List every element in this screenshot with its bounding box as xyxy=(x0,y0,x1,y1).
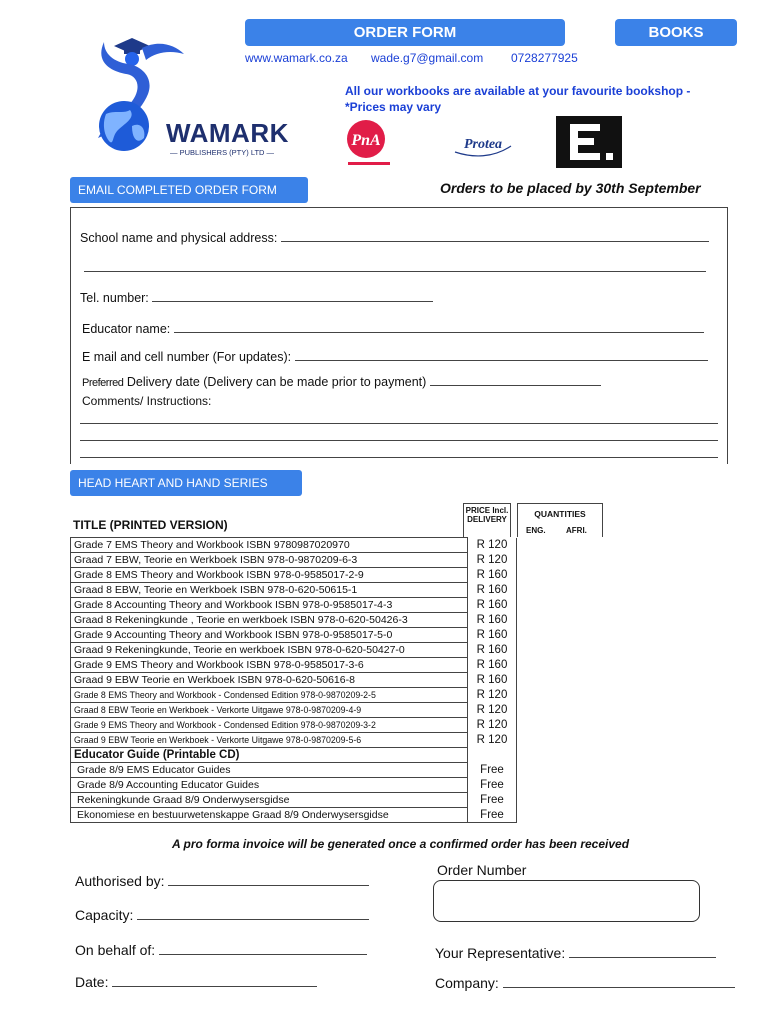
delivery-blank[interactable] xyxy=(430,384,601,386)
guide-price: Free xyxy=(468,793,517,808)
guide-title: Ekonomiese en bestuurwetenskappe Graad 8/9 Onderwysersgidse xyxy=(71,808,468,823)
book-title: Grade 9 EMS Theory and Workbook ISBN 978-0-9585017-3-6 xyxy=(71,658,468,673)
book-price: R 120 xyxy=(468,703,517,718)
table-row xyxy=(71,568,517,583)
book-price: R 160 xyxy=(468,628,517,643)
order-number-box[interactable] xyxy=(433,880,700,922)
table-row xyxy=(71,748,517,763)
school-label: School name and physical address: xyxy=(80,231,278,245)
capacity-blank[interactable] xyxy=(137,918,369,920)
book-title: Grade 7 EMS Theory and Workbook ISBN 9780987020970 xyxy=(71,538,468,553)
book-title: Graad 9 EBW Teorie en Werkboek - Verkorte Uitgawe 978-0-9870209-5-6 xyxy=(71,733,468,748)
representative-label: Your Representative: xyxy=(435,945,566,961)
table-row xyxy=(71,538,517,553)
educator-blank[interactable] xyxy=(174,331,704,333)
authorised-blank[interactable] xyxy=(168,884,369,886)
book-price: R 160 xyxy=(468,568,517,583)
brand-name: WAMARK xyxy=(166,118,289,148)
table-row xyxy=(71,793,517,808)
capacity-label: Capacity: xyxy=(75,907,134,923)
book-price: R 120 xyxy=(468,733,517,748)
representative-field[interactable] xyxy=(435,945,716,961)
title-column-header: TITLE (PRINTED VERSION) xyxy=(73,518,228,532)
guide-title: Grade 8/9 EMS Educator Guides xyxy=(71,763,468,778)
book-title: Graad 9 EBW Teorie en Werkboek ISBN 978-0-620-50616-8 xyxy=(71,673,468,688)
representative-blank[interactable] xyxy=(569,956,716,958)
quantities-header-box xyxy=(517,503,603,537)
school-field[interactable] xyxy=(80,231,709,245)
invoice-note: A pro forma invoice will be generated once a confirmed order has been received xyxy=(172,837,630,851)
delivery-field[interactable] xyxy=(82,375,601,389)
table-row xyxy=(71,628,517,643)
guide-title: Grade 8/9 Accounting Educator Guides xyxy=(71,778,468,793)
price-column-header: PRICE Incl. DELIVERY xyxy=(465,506,509,524)
delivery-prefix: Preferred xyxy=(82,377,124,389)
eng-header: ENG. xyxy=(526,526,546,535)
email-cell-blank[interactable] xyxy=(295,359,708,361)
authorised-field[interactable] xyxy=(75,873,369,889)
website-link[interactable]: www.wamark.co.za xyxy=(245,51,348,65)
address-line[interactable] xyxy=(84,271,706,272)
guide-title: Rekeningkunde Graad 8/9 Onderwysersgidse xyxy=(71,793,468,808)
table-row xyxy=(71,553,517,568)
order-form-banner: ORDER FORM xyxy=(245,19,565,46)
book-price: R 160 xyxy=(468,613,517,628)
tel-field[interactable] xyxy=(80,291,433,305)
book-price: R 160 xyxy=(468,658,517,673)
book-title: Grade 8 Accounting Theory and Workbook ISBN 978-0-9585017-4-3 xyxy=(71,598,468,613)
order-deadline: Orders to be placed by 30th September xyxy=(440,180,701,196)
school-blank[interactable] xyxy=(281,240,709,242)
table-row xyxy=(71,613,517,628)
table-row xyxy=(71,583,517,598)
behalf-field[interactable] xyxy=(75,942,367,958)
comments-label: Comments/ Instructions: xyxy=(82,394,212,408)
table-row xyxy=(71,703,517,718)
tel-blank[interactable] xyxy=(152,300,433,302)
brand-subtitle: — PUBLISHERS (PTY) LTD — xyxy=(170,148,275,157)
book-price: R 160 xyxy=(468,643,517,658)
svg-text:Protea: Protea xyxy=(463,137,503,152)
email-order-tab: EMAIL COMPLETED ORDER FORM xyxy=(70,177,308,203)
prices-note: *Prices may vary xyxy=(345,100,442,114)
capacity-field[interactable] xyxy=(75,907,369,923)
book-title: Graad 8 EBW, Teorie en Werkboek ISBN 978-0-620-50615-1 xyxy=(71,583,468,598)
book-title: Grade 9 EMS Theory and Workbook - Condensed Edition 978-0-9870209-3-2 xyxy=(71,718,468,733)
email-link[interactable]: wade.g7@gmail.com xyxy=(371,51,484,65)
guide-price: Free xyxy=(468,778,517,793)
protea-logo xyxy=(453,128,513,160)
book-price: R 160 xyxy=(468,673,517,688)
behalf-blank[interactable] xyxy=(159,953,367,955)
guide-price: Free xyxy=(468,808,517,823)
company-blank[interactable] xyxy=(503,986,735,988)
table-row xyxy=(71,763,517,778)
books-banner: BOOKS xyxy=(615,19,737,46)
book-price: R 120 xyxy=(468,538,517,553)
svg-text:PnA: PnA xyxy=(351,132,381,149)
table-row xyxy=(71,808,517,823)
quantities-header: QUANTITIES xyxy=(534,509,586,519)
comments-line-3[interactable] xyxy=(80,457,718,458)
date-blank[interactable] xyxy=(112,985,317,987)
phone-number: 0728277925 xyxy=(511,51,578,65)
book-title: Graad 8 Rekeningkunde , Teorie en werkboek ISBN 978-0-620-50426-3 xyxy=(71,613,468,628)
table-row xyxy=(71,643,517,658)
company-field[interactable] xyxy=(435,975,735,991)
behalf-label: On behalf of: xyxy=(75,942,156,958)
table-row xyxy=(71,673,517,688)
educator-label: Educator name: xyxy=(82,322,171,336)
book-title: Grade 8 EMS Theory and Workbook ISBN 978-0-9585017-2-9 xyxy=(71,568,468,583)
book-title: Graad 9 Rekeningkunde, Teorie en werkboek ISBN 978-0-620-50427-0 xyxy=(71,643,468,658)
table-row xyxy=(71,688,517,703)
book-price: R 120 xyxy=(468,718,517,733)
email-cell-field[interactable] xyxy=(82,350,708,364)
book-price: R 160 xyxy=(468,598,517,613)
book-price: R 160 xyxy=(468,583,517,598)
comments-line-2[interactable] xyxy=(80,440,718,441)
series-tab: HEAD HEART AND HAND SERIES xyxy=(70,470,302,496)
delivery-label: Delivery date (Delivery can be made prior to payment) xyxy=(126,375,427,389)
book-title: Grade 9 Accounting Theory and Workbook ISBN 978-0-9585017-5-0 xyxy=(71,628,468,643)
email-cell-label: E mail and cell number (For updates): xyxy=(82,350,292,364)
book-title: Graad 7 EBW, Teorie en Werkboek ISBN 978-0-9870209-6-3 xyxy=(71,553,468,568)
afri-header: AFRI. xyxy=(566,526,587,535)
book-price: R 120 xyxy=(468,688,517,703)
guide-price: Free xyxy=(468,763,517,778)
order-number-label: Order Number xyxy=(437,862,527,878)
book-title: Graad 8 EBW Teorie en Werkboek - Verkorte Uitgawe 978-0-9870209-4-9 xyxy=(71,703,468,718)
price-header-box xyxy=(463,503,511,537)
authorised-label: Authorised by: xyxy=(75,873,165,889)
tel-label: Tel. number: xyxy=(80,291,149,305)
table-row xyxy=(71,658,517,673)
book-price: R 120 xyxy=(468,553,517,568)
book-title: Grade 8 EMS Theory and Workbook - Condensed Edition 978-0-9870209-2-5 xyxy=(71,688,468,703)
books-table xyxy=(70,537,517,823)
company-label: Company: xyxy=(435,975,499,991)
availability-note: All our workbooks are available at your favourite bookshop - xyxy=(345,84,691,98)
date-field[interactable] xyxy=(75,974,317,990)
educator-field[interactable] xyxy=(82,322,704,336)
table-row xyxy=(71,733,517,748)
pna-logo xyxy=(344,118,404,168)
table-row xyxy=(71,718,517,733)
exclusive-books-logo xyxy=(556,116,622,168)
table-row xyxy=(71,598,517,613)
guide-section-header: Educator Guide (Printable CD) xyxy=(71,748,468,763)
date-label: Date: xyxy=(75,974,109,990)
table-row xyxy=(71,778,517,793)
comments-line-1[interactable] xyxy=(80,423,718,424)
